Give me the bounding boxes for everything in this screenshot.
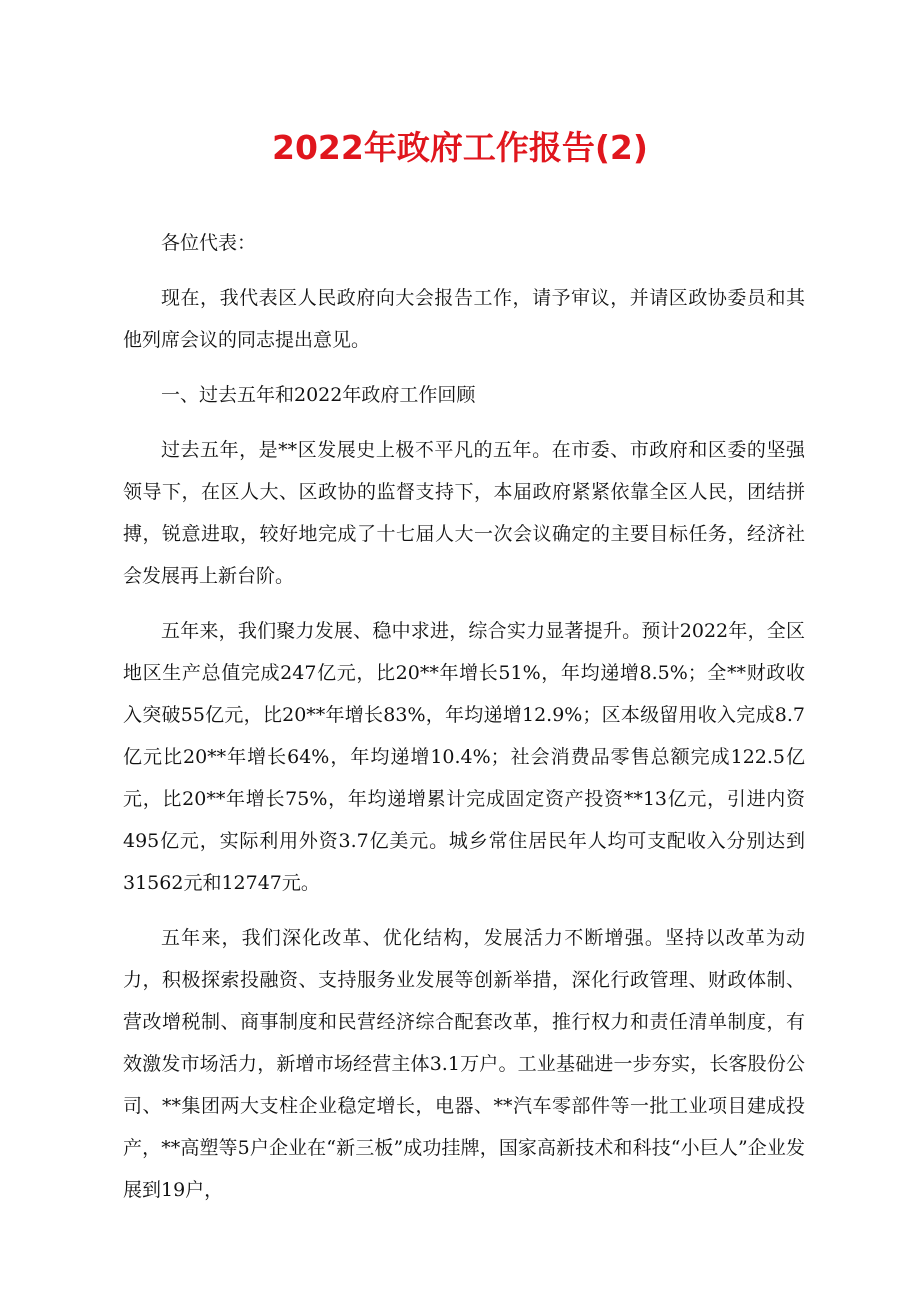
- document-body: [123, 222, 805, 1224]
- paragraph-opening: 现在，我代表区人民政府向大会报告工作，请予审议，并请区政协委员和其他列席会议的同志提出意见。: [123, 287, 805, 351]
- section-heading: 一、过去五年和2022年政府工作回顾: [161, 384, 476, 406]
- paragraph-reform: 五年来，我们深化改革、优化结构，发展活力不断增强。坚持以改革为动力，积极探索投融资、支持服务业发展等创新举措，深化行政管理、财政体制、营改增税制、商事制度和民营经济综合配套改革，推行权力和责任清单制度，有效激发市场活力，新增市场经营主体3.1万户。工业基础进一步夯实，长客股份公司、**集团两大支柱企业稳定增长，电器、**汽车零部件等一批工业项目建成投产，**高塑等5户企业在“新三板”成功挂牌，国家高新技术和科技“小巨人”企业发展到19户，: [123, 927, 805, 1201]
- document-title: 2022年政府工作报告(2): [272, 128, 648, 167]
- paragraph-review: 过去五年，是**区发展史上极不平凡的五年。在市委、市政府和区委的坚强领导下，在区人大、区政协的监督支持下，本届政府紧紧依靠全区人民，团结拼搏，锐意进取，较好地完成了十七届人大一次会议确定的主要目标任务，经济社会发展再上新台阶。: [123, 439, 805, 587]
- paragraph-economic-results: 五年来，我们聚力发展、稳中求进，综合实力显著提升。预计2022年，全区地区生产总值完成247亿元，比20**年增长51%，年均递增8.5%；全**财政收入突破55亿元，比20**年增长83%，年均递增12.9%；区本级留用收入完成8.7亿元比20**年增长64%，年均递增10.4%；社会消费品零售总额完成122.5亿元，比20**年增长75%，年均递增累计完成固定资产投资**13亿元，引进内资495亿元，实际利用外资3.7亿美元。城乡常住居民年人均可支配收入分别达到31562元和12747元。: [123, 620, 805, 894]
- paragraph-salutation: 各位代表：: [161, 232, 257, 254]
